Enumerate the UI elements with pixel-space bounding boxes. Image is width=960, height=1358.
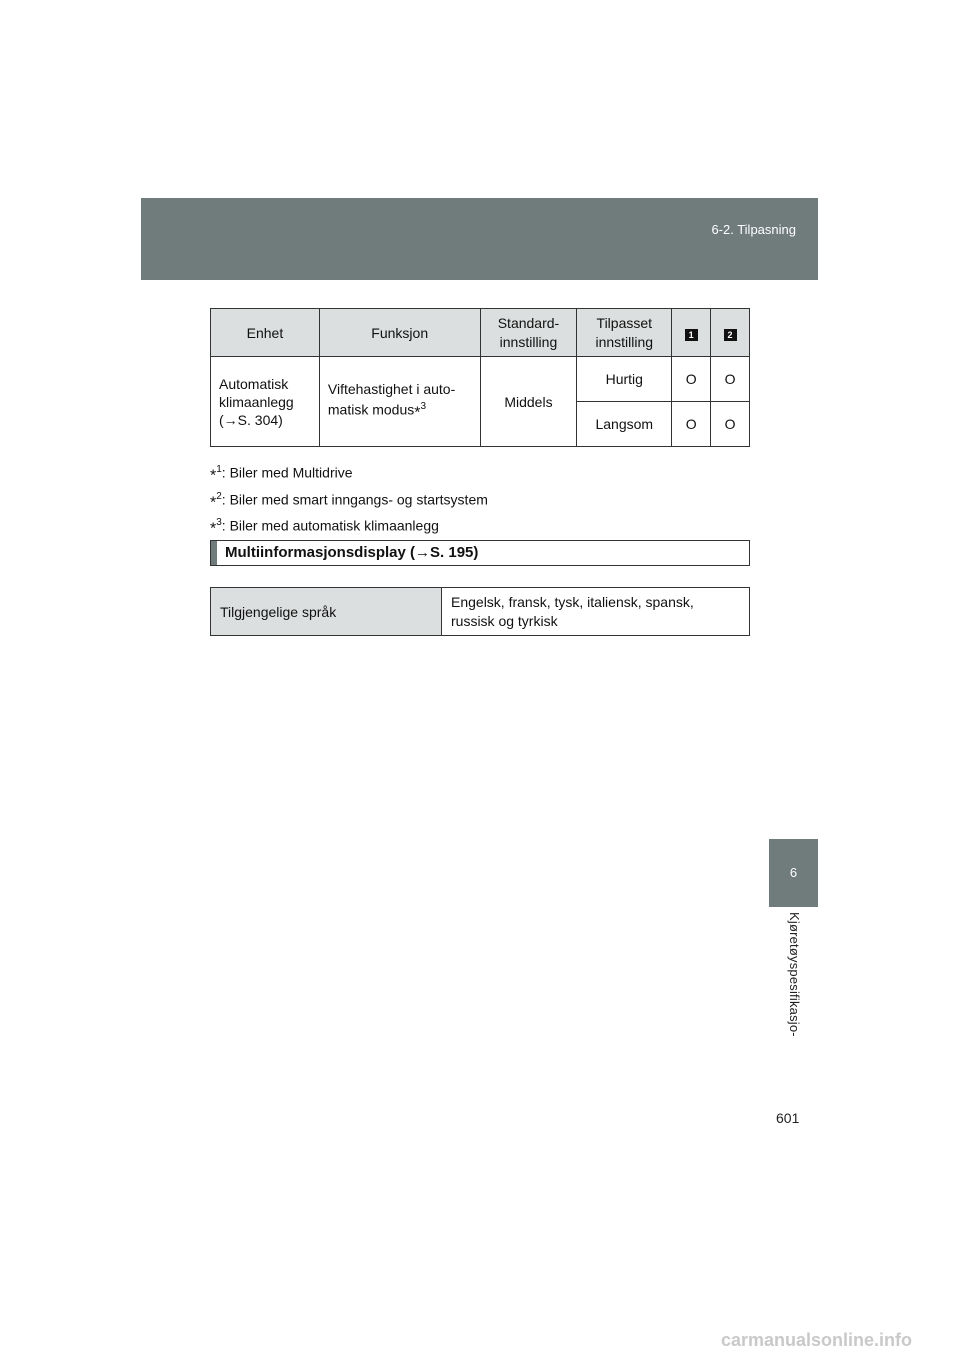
heading-accent-bar [211, 541, 217, 565]
custom-cell: Langsom [577, 402, 672, 447]
table-row [211, 588, 750, 636]
header-function: Funksjon [319, 309, 480, 357]
function-text: Viftehastighet i auto- matisk modus [327, 381, 456, 418]
custom-cell: Hurtig [577, 357, 672, 402]
language-table [210, 587, 750, 636]
footnote-star: * [414, 404, 421, 422]
header-unit: Enhet [211, 309, 320, 357]
footnote-2: *$^2$: Biler med smart inngangs- og startsystem [210, 490, 488, 512]
language-label: Tilgjengelige språk [211, 588, 442, 636]
col2-cell: O [711, 357, 750, 402]
function-footnote: 3 [420, 401, 427, 413]
unit-cell: Automatisk klimaanlegg (→S. 304) [211, 357, 320, 447]
language-value: Engelsk, fransk, tysk, italiensk, spansk, russisk og tyrkisk [442, 588, 750, 636]
header-col2 [711, 309, 750, 357]
function-cell [319, 357, 480, 447]
chapter-tab: 6 [769, 839, 818, 907]
watermark: carmanualsonline.info [720, 1330, 912, 1350]
page-number: 601 [776, 1110, 800, 1126]
settings-table [210, 308, 750, 447]
header-band [141, 198, 818, 280]
chapter-label: Kjøretøyspesifikasjo- [787, 912, 802, 1037]
table-row [211, 357, 750, 402]
footnotes [210, 460, 488, 540]
section-label: 6-2. Tilpasning [711, 222, 796, 237]
header-default: Standard- innstilling [480, 309, 577, 357]
footnote-3: *$^3$: Biler med automatisk klimaanlegg [210, 517, 439, 538]
col2-cell: O [711, 402, 750, 447]
footnote-1: *$^1$: Biler med Multidrive [210, 464, 353, 485]
section-heading [210, 540, 750, 566]
header-custom: Tilpasset innstilling [577, 309, 672, 357]
header-col1 [672, 309, 711, 357]
col1-badge: 1 [685, 329, 698, 341]
col2-badge: 2 [724, 329, 737, 341]
section-heading-text: Multiinformasjonsdisplay (→S. 195) [225, 544, 479, 561]
col1-cell: O [672, 402, 711, 447]
default-cell: Middels [480, 357, 577, 447]
table-header-row [211, 309, 750, 357]
col1-cell: O [672, 357, 711, 402]
